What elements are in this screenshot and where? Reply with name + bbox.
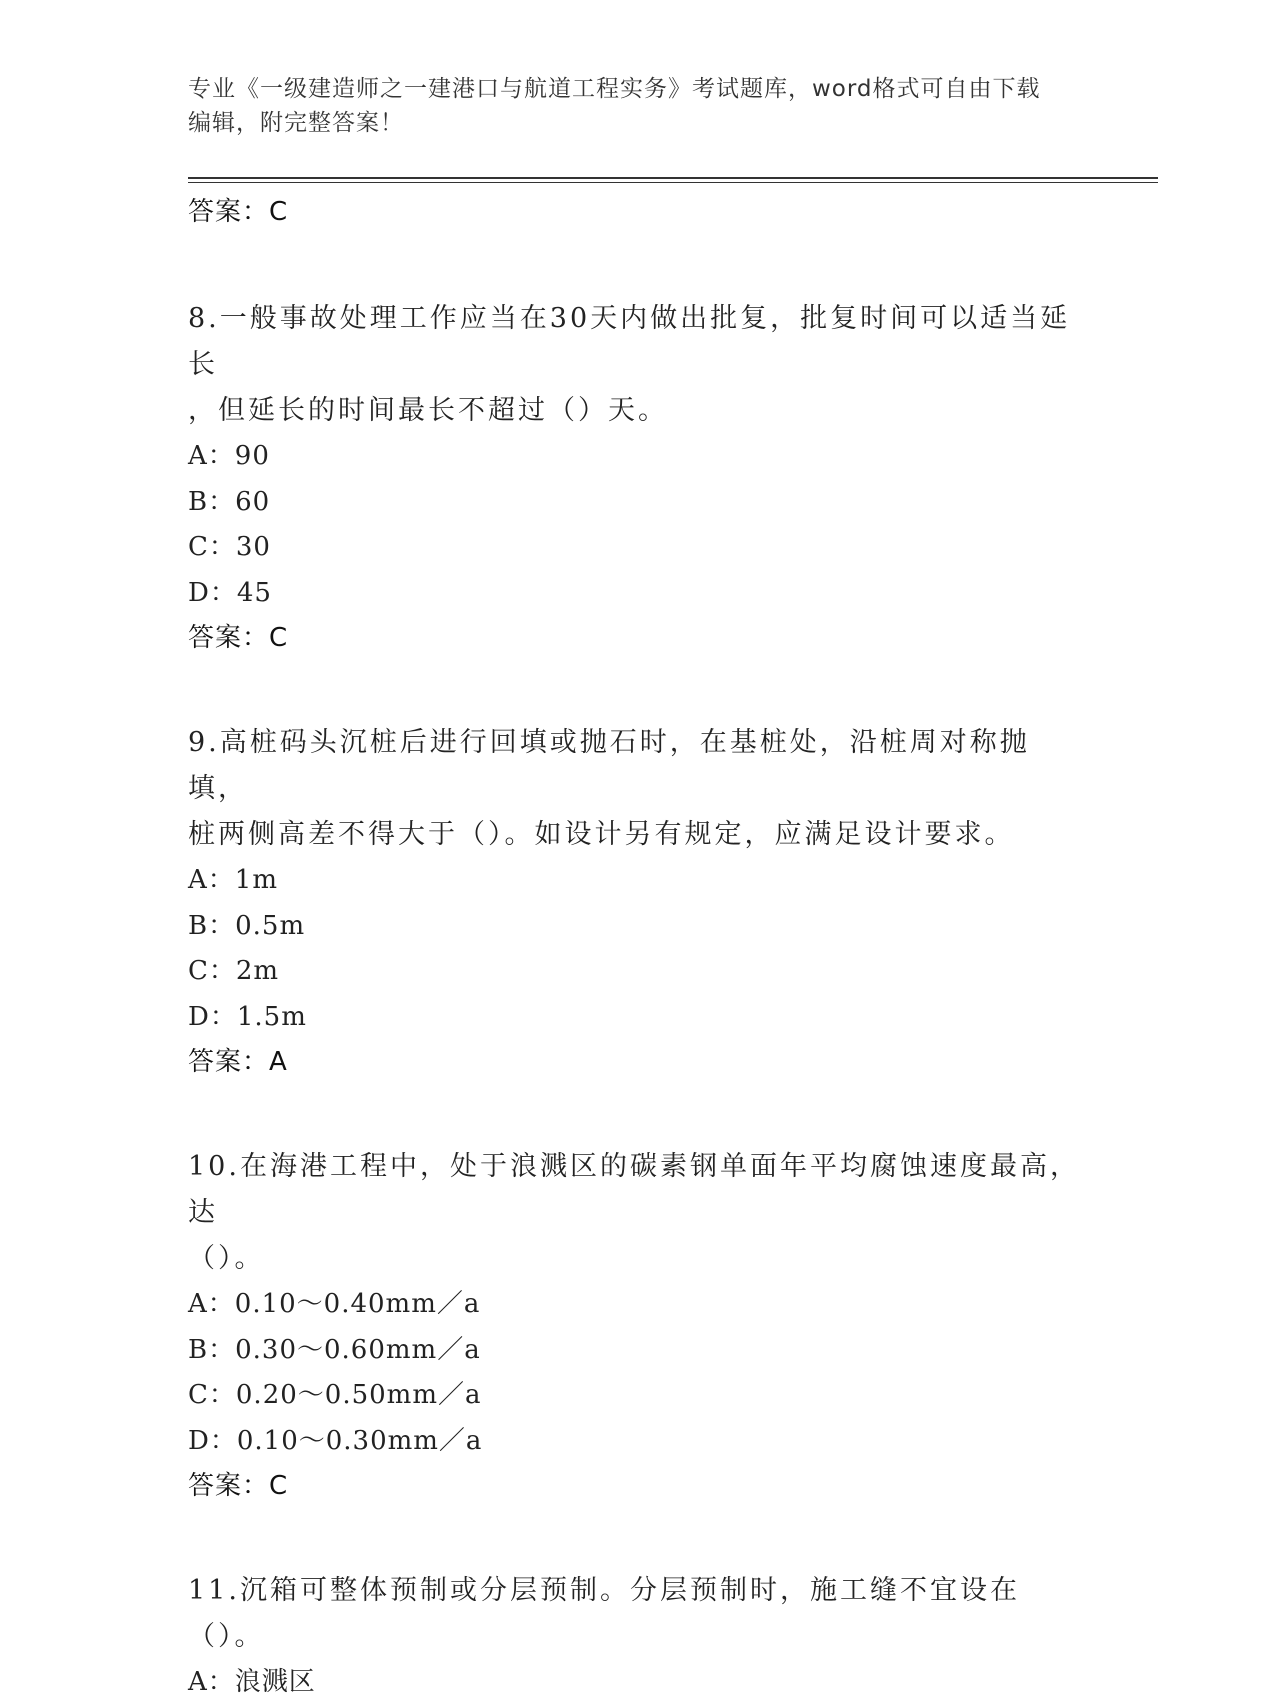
option-b: B：0.5m xyxy=(188,910,306,941)
answer: 答案：A xyxy=(188,1047,288,1077)
header-divider-thick xyxy=(188,177,1158,179)
option-b: B：60 xyxy=(188,486,271,517)
header-line-1: 专业《一级建造师之一建港口与航道工程实务》考试题库，word格式可自由下载 xyxy=(188,76,1041,102)
option-c: C：0.20～0.50mm／a xyxy=(188,1380,482,1410)
answer: 答案：C xyxy=(188,1471,289,1501)
option-d: D：1.5m xyxy=(188,1001,307,1032)
question-8 xyxy=(188,296,1088,660)
question-10 xyxy=(188,1144,1088,1508)
question-text-line: 桩两侧高差不得大于（）。如设计另有规定，应满足设计要求。 xyxy=(188,819,1015,850)
header-divider-thin xyxy=(188,182,1158,183)
option-a: A：1m xyxy=(188,865,278,895)
question-text-line: 10.在海港工程中，处于浪溅区的碳素钢单面年平均腐蚀速度最高，达 xyxy=(188,1151,1080,1228)
answer: 答案：C xyxy=(188,623,289,653)
option-d: D：0.10～0.30mm／a xyxy=(188,1425,483,1456)
option-d: D：45 xyxy=(188,577,272,608)
question-text-line: 11.沉箱可整体预制或分层预制。分层预制时，施工缝不宜设在（）。 xyxy=(188,1575,1020,1652)
question-list xyxy=(188,190,1088,1706)
question-text-line: 8.一般事故处理工作应当在30天内做出批复，批复时间可以适当延长 xyxy=(188,303,1071,380)
document-header xyxy=(188,72,1088,140)
option-b: B：0.30～0.60mm／a xyxy=(188,1334,481,1365)
option-a: A：浪溅区 xyxy=(188,1667,316,1697)
question-text-line: ，但延长的时间最长不超过（）天。 xyxy=(188,395,668,426)
question-11 xyxy=(188,1568,1088,1706)
previous-answer: 答案：C xyxy=(188,197,289,227)
option-c: C：2m xyxy=(188,956,280,986)
question-9 xyxy=(188,720,1088,1084)
option-c: C：30 xyxy=(188,532,271,562)
option-a: A：0.10～0.40mm／a xyxy=(188,1289,481,1319)
question-text-line: 9.高桩码头沉桩后进行回填或抛石时，在基桩处，沿桩周对称抛填， xyxy=(188,727,1030,804)
header-line-2: 编辑，附完整答案！ xyxy=(188,110,404,136)
question-text-line: （）。 xyxy=(188,1243,265,1274)
option-a: A：90 xyxy=(188,441,270,471)
